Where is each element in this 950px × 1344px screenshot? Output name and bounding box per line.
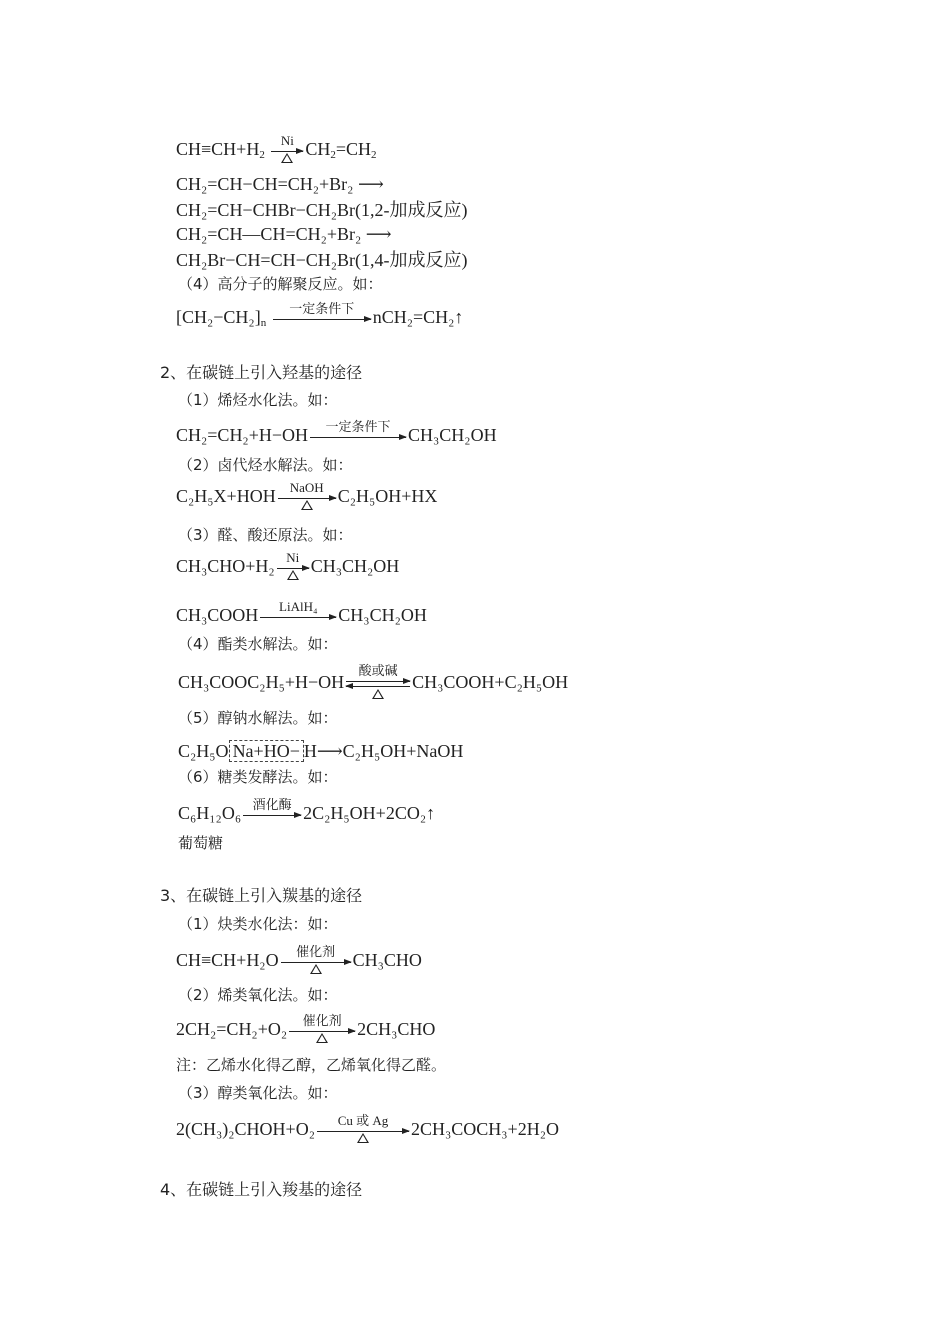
equation-aldehyde <box>176 551 399 585</box>
reaction-arrow <box>310 420 406 454</box>
reversible-arrow <box>346 664 410 704</box>
subsection-3-1: （1）炔类水化法：如： <box>178 915 338 933</box>
eq-products: CH₃CH₂OH <box>408 425 497 446</box>
heat-triangle-icon <box>310 964 322 974</box>
eq-products: ⟶C₂H₅OH+NaOH <box>316 741 464 761</box>
eq-products: C₂H₅OH+HX <box>337 486 438 507</box>
equation-depolymer <box>176 302 463 336</box>
reaction-arrow <box>281 945 351 979</box>
heat-triangle-icon <box>301 500 313 510</box>
heat-triangle-icon <box>316 1033 328 1043</box>
eq-h: H <box>303 741 317 761</box>
heat-triangle-icon <box>287 570 299 580</box>
heading-hydroxyl: 2、在碳链上引入羟基的途径 <box>160 363 363 382</box>
equation-5: CH₂Br−CH=CH−CH₂Br(1,4-加成反应) <box>176 250 468 270</box>
monomer: nCH₂=CH₂↑ <box>372 307 464 328</box>
subsection-1: （1）烯烃水化法。如： <box>178 391 338 409</box>
arrow-condition: 酸或碱 <box>358 663 398 678</box>
eq-reactant: C₂H₅O <box>178 741 229 761</box>
polymer: [CH₂−CH₂] <box>176 307 261 328</box>
reaction-arrow <box>243 798 301 832</box>
eq1-sub3: 2 <box>370 149 377 162</box>
heat-triangle-icon <box>281 153 293 163</box>
equation-4: CH₂=CH—CH=CH₂+Br₂ ⟶ <box>176 224 392 244</box>
arrow-condition: LiAlH₄ <box>279 599 318 614</box>
equation-alcohol-oxidation <box>176 1114 559 1148</box>
eq-reactants: C₂H₅X+HOH <box>176 486 276 507</box>
eq-reactants: 2(CH₃)₂CHOH+O₂ <box>176 1119 315 1140</box>
reaction-arrow <box>260 600 336 634</box>
equation-alkyne <box>176 945 422 979</box>
reaction-arrow <box>277 551 309 585</box>
eq-products: CH₃COOH+C₂H₅OH <box>412 672 569 693</box>
eq-products: 2CH₃COCH₃+2H₂O <box>410 1119 559 1140</box>
eq-reactant: C₆H₁₂O₆ <box>178 803 242 824</box>
eq1-sub: 2 <box>259 149 265 162</box>
subsection-3: （3）醛、酸还原法。如： <box>178 526 353 544</box>
eq-reactants: CH₃COOH <box>176 605 259 626</box>
arrow-condition: 催化剂 <box>302 1013 342 1028</box>
eq-products: 2C₂H₅OH+2CO₂↑ <box>303 803 436 824</box>
eq-products: CH₃CHO <box>352 950 422 971</box>
subsection-depolymerization: （4）高分子的解聚反应。如： <box>178 275 383 293</box>
arrow-catalyst: Ni <box>280 133 294 148</box>
subsection-3-3: （3）醇类氧化法。如： <box>178 1084 338 1102</box>
equation-acid <box>176 600 427 634</box>
equation-2: CH₂=CH−CH=CH₂+Br₂ ⟶ <box>176 174 384 194</box>
arrow-condition: Ni <box>286 550 300 565</box>
arrow-condition: 一定条件下 <box>289 301 355 316</box>
equation-fermentation <box>178 798 435 832</box>
equation-3: CH₂=CH−CHBr−CH₂Br(1,2-加成反应) <box>176 200 468 220</box>
dashed-box: Na+HO− <box>229 740 304 762</box>
eq-reactants: CH≡CH+H₂O <box>176 950 279 971</box>
subsection-5: （5）醇钠水解法。如： <box>178 709 338 727</box>
eq1-sub2: 2 <box>330 149 336 162</box>
reaction-arrow <box>317 1114 409 1148</box>
subsection-6: （6）糖类发酵法。如： <box>178 768 338 786</box>
heading-carbonyl: 3、在碳链上引入羰基的途径 <box>160 886 363 905</box>
eq-reactants: CH₂=CH₂+H−OH <box>176 425 309 446</box>
eq1-product2: =CH <box>335 139 371 160</box>
eq-reactants: CH₃CHO+H₂ <box>176 556 275 577</box>
eq-products: CH₃CH₂OH <box>310 556 400 577</box>
equation-ester <box>178 664 568 704</box>
heading-carboxyl: 4、在碳链上引入羧基的途径 <box>160 1180 363 1199</box>
eq1-product: CH <box>305 139 331 160</box>
arrow-condition: Cu 或 Ag <box>337 1113 389 1128</box>
subsection-2: （2）卤代烃水解法。如： <box>178 456 353 474</box>
equation-alkene-oxidation <box>176 1014 435 1048</box>
eq-products: 2CH₃CHO <box>357 1019 436 1040</box>
reaction-arrow <box>289 1014 355 1048</box>
arrow-condition: 催化剂 <box>296 944 336 959</box>
subsection-4: （4）酯类水解法。如： <box>178 635 338 653</box>
eq-products: CH₃CH₂OH <box>338 605 427 626</box>
eq1-reactants: CH≡CH+H <box>176 139 260 160</box>
heat-triangle-icon <box>372 689 384 699</box>
arrow-condition: NaOH <box>289 480 324 495</box>
arrow-condition: 酒化酶 <box>252 797 292 812</box>
subsection-3-2: （2）烯类氧化法。如： <box>178 986 338 1004</box>
equation-1 <box>176 134 376 168</box>
note: 注：乙烯水化得乙醇，乙烯氧化得乙醛。 <box>176 1056 447 1074</box>
equation-halide <box>176 481 437 515</box>
eq-reactants: 2CH₂=CH₂+O₂ <box>176 1019 288 1040</box>
equation-alkoxide <box>178 740 463 762</box>
heat-triangle-icon <box>357 1133 369 1143</box>
reaction-arrow <box>273 302 371 336</box>
arrow-condition: 一定条件下 <box>325 419 391 434</box>
reaction-arrow <box>271 134 303 168</box>
eq-reactants: CH₃COOC₂H₅+H−OH <box>178 672 345 693</box>
glucose-label: 葡萄糖 <box>178 834 224 852</box>
polymer-n: n <box>260 317 267 330</box>
reaction-arrow <box>278 481 336 515</box>
equation-hydration <box>176 420 497 454</box>
